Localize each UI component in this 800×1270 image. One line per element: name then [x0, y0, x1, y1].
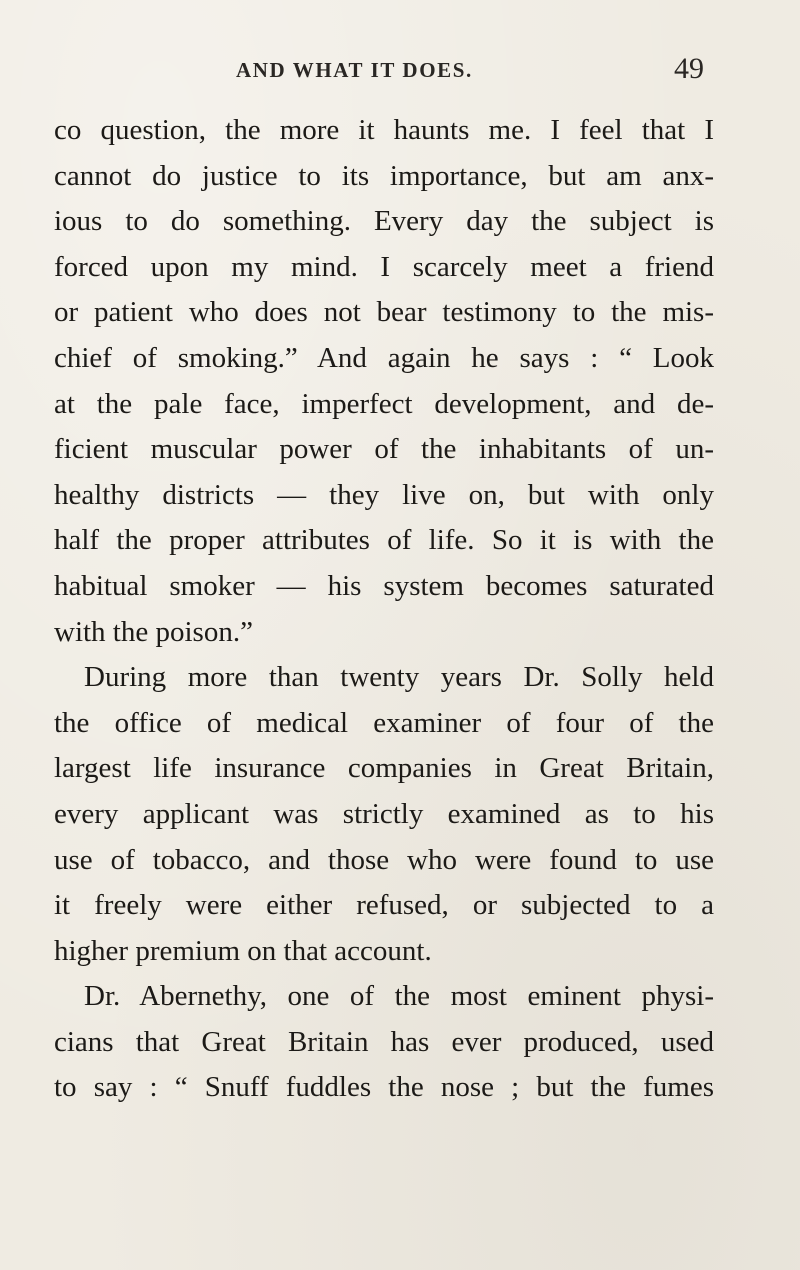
text-line: ious to do something. Every day the subject is: [54, 205, 714, 238]
text-line: ficient muscular power of the inhabitants of un-: [54, 433, 714, 466]
text-line: During more than twenty years Dr. Solly held: [84, 661, 714, 694]
text-line: higher premium on that account.: [54, 934, 432, 967]
text-line: Dr. Abernethy, one of the most eminent physi-: [84, 980, 714, 1013]
text-line: use of tobacco, and those who were found to use: [54, 843, 714, 876]
text-line: at the pale face, imperfect development, and de-: [54, 387, 714, 420]
text-line: co question, the more it haunts me. I feel that I: [54, 114, 714, 146]
text-line: cians that Great Britain has ever produced, used: [54, 1025, 714, 1058]
text-line: the office of medical examiner of four of the: [54, 706, 714, 739]
text-line: largest life insurance companies in Great Britain,: [54, 752, 714, 785]
text-line: healthy districts — they live on, but with only: [54, 478, 714, 511]
body-text: [54, 108, 714, 1111]
text-line: half the proper attributes of life. So it is with the: [54, 524, 714, 557]
running-head: AND WHAT IT DOES.: [236, 58, 473, 82]
text-line: every applicant was strictly examined as to his: [54, 797, 714, 830]
text-line: forced upon my mind. I scarcely meet a friend: [54, 250, 714, 283]
text-line: to say : “ Snuff fuddles the nose ; but the fumes: [54, 1071, 714, 1104]
text-line: chief of smoking.” And again he says : “ Look: [54, 341, 714, 374]
text-line: with the poison.”: [54, 615, 253, 648]
text-line: habitual smoker — his system becomes saturated: [54, 569, 714, 602]
text-line: cannot do justice to its importance, but am anx-: [54, 159, 714, 192]
text-line: it freely were either refused, or subjected to a: [54, 889, 714, 922]
text-line: or patient who does not bear testimony to the mis-: [54, 296, 714, 329]
page-number: 49: [674, 52, 704, 85]
